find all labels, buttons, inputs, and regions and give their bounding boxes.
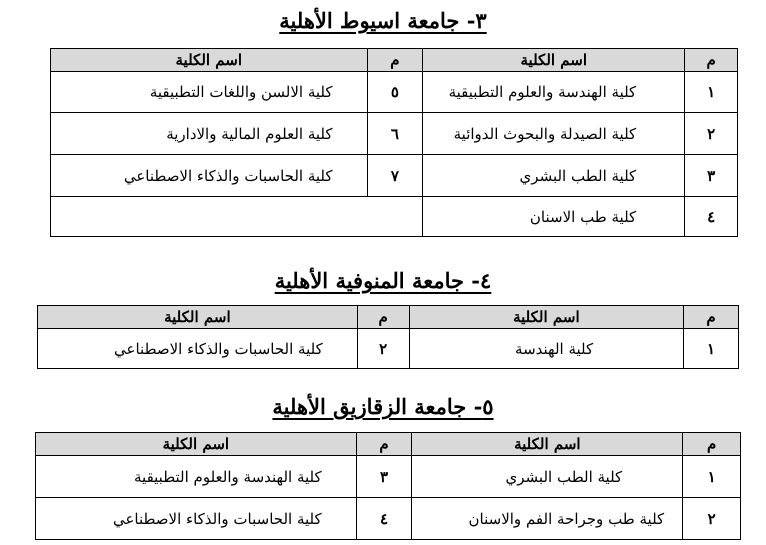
section-title-menoufia: ٤- جامعة المنوفية الأهلية <box>274 268 492 293</box>
row-number: ٦ <box>367 113 423 155</box>
header-name: اسم الكلية <box>51 49 368 72</box>
faculty-name: كلية الالسن واللغات التطبيقية <box>51 72 368 113</box>
row-number: ٤ <box>356 498 412 540</box>
faculty-name: كلية الطب البشري <box>423 155 685 197</box>
header-name: اسم الكلية <box>409 306 684 329</box>
faculty-name: كلية الحاسبات والذكاء الاصطناعي <box>38 329 358 369</box>
header-num: م <box>367 49 423 72</box>
table-row <box>51 197 738 237</box>
table-zagazig <box>35 432 741 540</box>
row-number: ٣ <box>685 155 738 197</box>
header-num: م <box>685 49 738 72</box>
row-number: ١ <box>685 72 738 113</box>
header-num: م <box>683 433 741 456</box>
table-header <box>36 433 741 456</box>
faculty-name: كلية الصيدلة والبحوث الدوائية <box>423 113 685 155</box>
section-title-assiut: ٣- جامعة اسيوط الأهلية <box>279 8 487 33</box>
header-num: م <box>356 433 412 456</box>
faculty-name: كلية الهندسة والعلوم التطبيقية <box>423 72 685 113</box>
row-number: ١ <box>684 329 739 369</box>
table-menoufia <box>37 305 739 369</box>
row-number: ٧ <box>367 155 423 197</box>
faculty-name: كلية العلوم المالية والادارية <box>51 113 368 155</box>
row-number: ٤ <box>685 197 738 237</box>
row-number: ٥ <box>367 72 423 113</box>
empty-cell <box>51 197 423 237</box>
table-row <box>51 113 738 155</box>
row-number: ١ <box>683 456 741 498</box>
header-name: اسم الكلية <box>38 306 358 329</box>
table-header <box>51 49 738 72</box>
header-num: م <box>357 306 409 329</box>
table-header <box>38 306 739 329</box>
row-number: ٢ <box>683 498 741 540</box>
table-row <box>51 155 738 197</box>
header-name: اسم الكلية <box>412 433 683 456</box>
table-assiut <box>50 48 738 237</box>
row-number: ٣ <box>356 456 412 498</box>
header-name: اسم الكلية <box>423 49 685 72</box>
faculty-name: كلية الطب البشري <box>412 456 683 498</box>
table-row <box>36 498 741 540</box>
faculty-name: كلية الهندسة <box>409 329 684 369</box>
faculty-name: كلية الحاسبات والذكاء الاصطناعي <box>36 498 357 540</box>
table-row <box>51 72 738 113</box>
row-number: ٢ <box>357 329 409 369</box>
section-title-zagazig: ٥- جامعة الزقازيق الأهلية <box>272 394 494 419</box>
table-row <box>38 329 739 369</box>
faculty-name: كلية الهندسة والعلوم التطبيقية <box>36 456 357 498</box>
header-num: م <box>684 306 739 329</box>
faculty-name: كلية طب وجراحة الفم والاسنان <box>412 498 683 540</box>
table-row <box>36 456 741 498</box>
faculty-name: كلية الحاسبات والذكاء الاصطناعي <box>51 155 368 197</box>
row-number: ٢ <box>685 113 738 155</box>
header-name: اسم الكلية <box>36 433 357 456</box>
faculty-name: كلية طب الاسنان <box>423 197 685 237</box>
